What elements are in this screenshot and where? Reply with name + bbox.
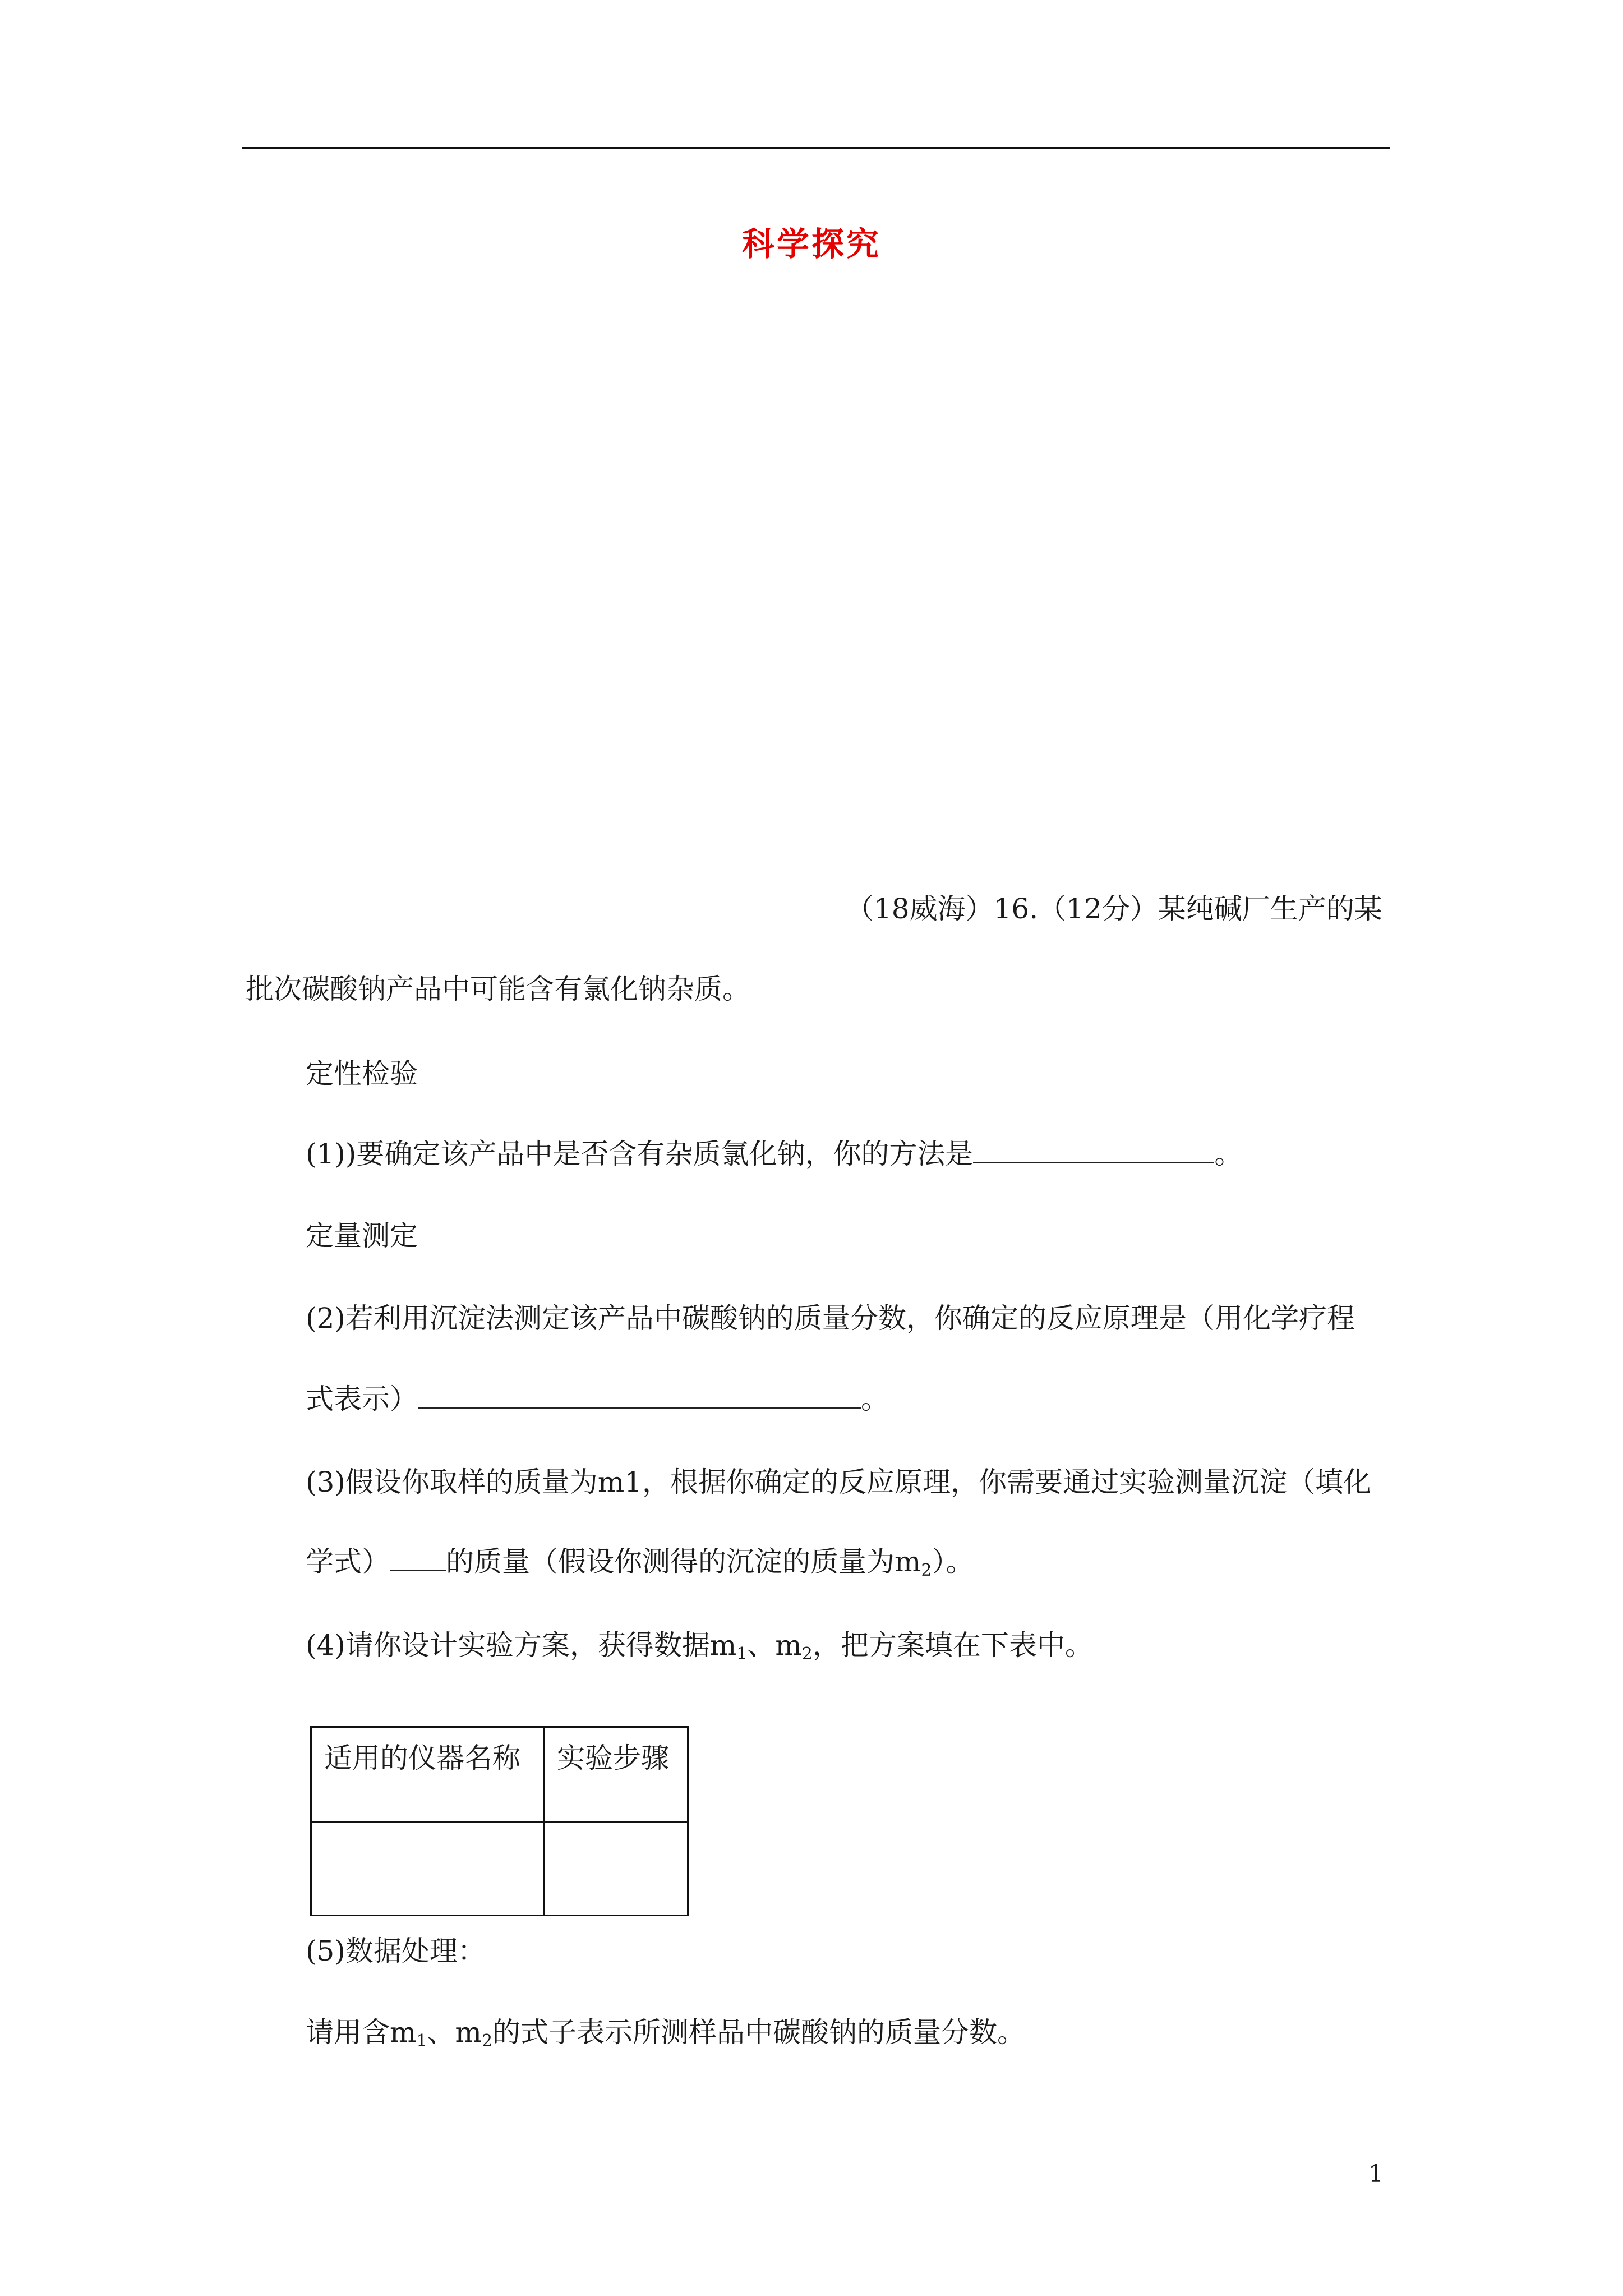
question-5: (5)数据处理：: [306, 1935, 486, 1967]
question-4-sub1: 1: [736, 1644, 748, 1664]
question-3-line2: [306, 1545, 974, 1588]
question-4-text-b: 、m: [747, 1629, 802, 1662]
answer-blank-3[interactable]: [390, 1545, 446, 1571]
question-3-text-b: 的质量（假设你测得的沉淀的质量为m: [446, 1545, 921, 1578]
question-3-subscript: 2: [921, 1561, 932, 1580]
question-5-text-c: 的式子表示所测样品中碳酸钠的质量分数。: [492, 2016, 1026, 2049]
question-5-sub1: 1: [416, 2031, 427, 2051]
table-cell-instruments[interactable]: [311, 1822, 544, 1916]
question-2-line2: [306, 1382, 889, 1416]
question-3-text-a: 学式）: [306, 1545, 390, 1578]
question-4-text-c: ，把方案填在下表中。: [812, 1629, 1093, 1662]
question-5-text-b: 、m: [427, 2016, 482, 2049]
table-cell-steps[interactable]: [544, 1822, 688, 1916]
answer-blank-1[interactable]: [973, 1138, 1214, 1163]
question-3-end: ）。: [932, 1545, 974, 1578]
experiment-plan-table: [310, 1726, 689, 1916]
question-4-sub2: 2: [801, 1644, 813, 1664]
answer-blank-2[interactable]: [418, 1383, 861, 1409]
table-header-instruments: 适用的仪器名称: [311, 1727, 544, 1822]
table-header-row: [311, 1727, 688, 1822]
page-number: 1: [1368, 2160, 1384, 2187]
question-intro-line2: 批次碳酸钠产品中可能含有氯化钠杂质。: [246, 973, 750, 1005]
table-row: [311, 1822, 688, 1916]
question-1: [306, 1137, 1242, 1171]
question-3-line1: (3)假设你取样的质量为m1，根据你确定的反应原理，你需要通过实验测量沉淀（填化: [306, 1466, 1372, 1498]
question-2-end: 。: [861, 1383, 889, 1415]
header-rule: [242, 147, 1390, 149]
question-1-end: 。: [1214, 1138, 1243, 1170]
question-5-detail: [306, 2016, 1025, 2058]
question-5-text-a: 请用含m: [306, 2016, 417, 2049]
section-quantitative: 定量测定: [306, 1220, 418, 1252]
question-intro-line1: （18威海）16.（12分）某纯碱厂生产的某: [846, 892, 1382, 925]
table-header-steps: 实验步骤: [544, 1727, 688, 1822]
question-1-text: (1))要确定该产品中是否含有杂质氯化钠，你的方法是: [306, 1138, 974, 1170]
question-2-text: 式表示）: [306, 1383, 418, 1415]
section-qualitative: 定性检验: [306, 1057, 418, 1090]
page-title: 科学探究: [741, 225, 881, 263]
question-2-line1: (2)若利用沉淀法测定该产品中碳酸钠的质量分数，你确定的反应原理是（用化学疗程: [306, 1302, 1355, 1335]
question-4-text-a: (4)请你设计实验方案，获得数据m: [306, 1629, 737, 1662]
question-5-sub2: 2: [481, 2031, 493, 2051]
question-4: [306, 1628, 1093, 1671]
